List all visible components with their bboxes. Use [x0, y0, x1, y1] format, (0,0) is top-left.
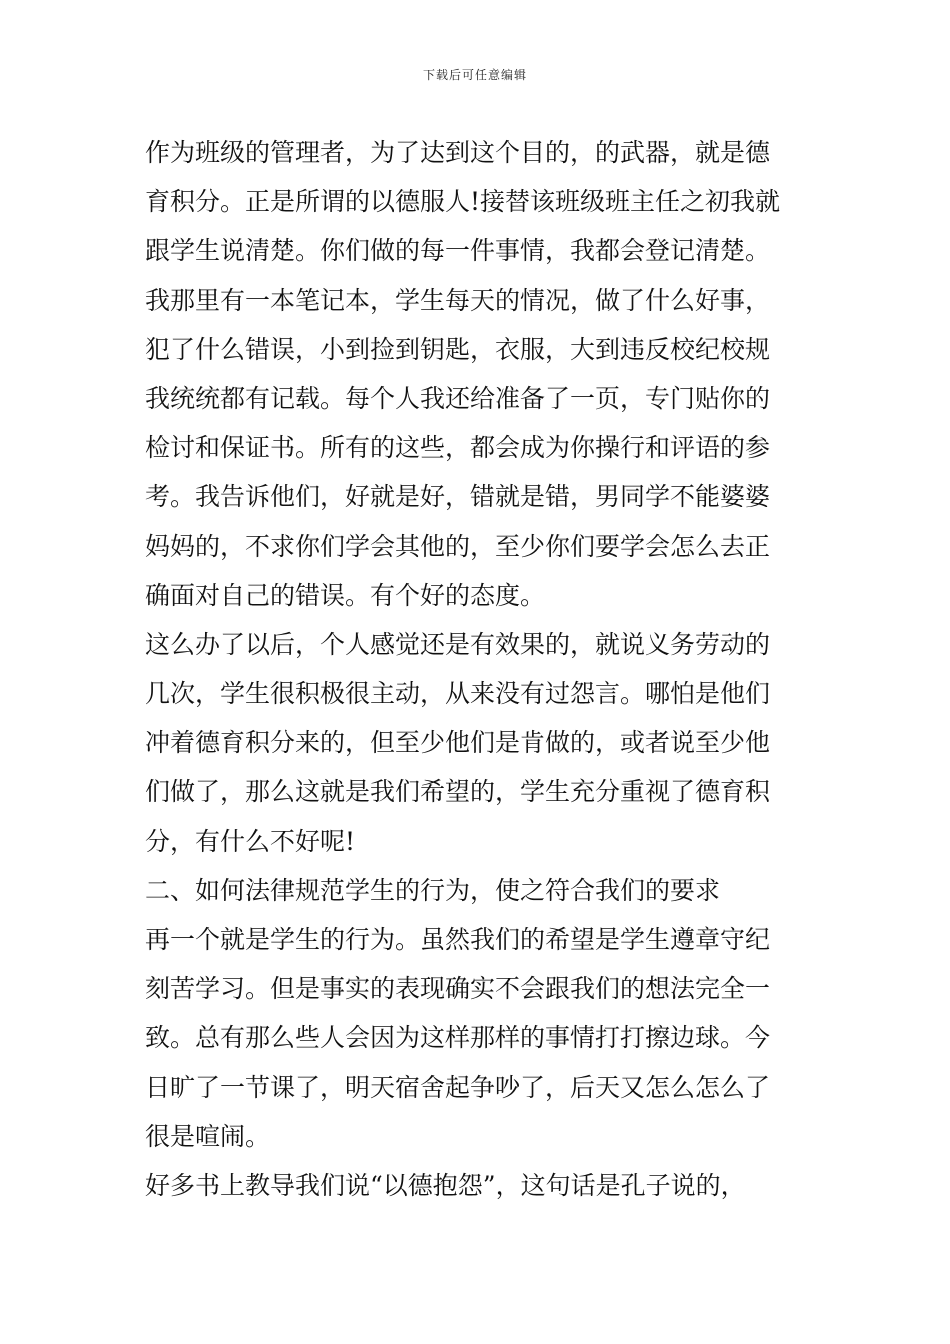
text-line: 育积分。正是所谓的以德服人!接替该班级班主任之初我就	[145, 187, 781, 217]
text-line: 们做了，那么这就是我们希望的，学生充分重视了德育积	[145, 777, 771, 807]
text-line: 冲着德育积分来的，但至少他们是肯做的，或者说至少他	[145, 728, 771, 758]
text-line: 考。我告诉他们，好就是好，错就是错，男同学不能婆婆	[145, 482, 771, 512]
text-line: 我统统都有记载。每个人我还给准备了一页，专门贴你的	[145, 383, 771, 413]
section-heading: 二、如何法律规范学生的行为，使之符合我们的要求	[145, 875, 721, 905]
text-line: 犯了什么错误，小到捡到钥匙，衣服，大到违反校纪校规	[145, 334, 771, 364]
text-line: 刻苦学习。但是事实的表现确实不会跟我们的想法完全一	[145, 974, 771, 1004]
text-line: 这么办了以后，个人感觉还是有效果的，就说义务劳动的	[145, 629, 771, 659]
text-line: 妈妈的，不求你们学会其他的，至少你们要学会怎么去正	[145, 531, 771, 561]
text-line: 再一个就是学生的行为。虽然我们的希望是学生遵章守纪	[145, 925, 771, 954]
text-line: 跟学生说清楚。你们做的每一件事情，我都会登记清楚。	[145, 236, 771, 266]
text-line: 作为班级的管理者，为了达到这个目的，的武器，就是德	[145, 138, 771, 167]
text-line: 检讨和保证书。所有的这些，都会成为你操行和评语的参	[145, 433, 771, 463]
page-header: 下载后可任意编辑	[422, 68, 527, 82]
text-line: 分，有什么不好呢!	[145, 826, 356, 856]
text-line: 致。总有那么些人会因为这样那样的事情打打擦边球。今	[145, 1023, 771, 1053]
text-line: 日旷了一节课了，明天宿舍起争吵了，后天又怎么怎么了	[145, 1072, 771, 1102]
text-line: 几次，学生很积极很主动，从来没有过怨言。哪怕是他们	[145, 679, 771, 709]
text-line: 我那里有一本笔记本，学生每天的情况，做了什么好事，	[145, 285, 771, 315]
text-line: 确面对自己的错误。有个好的态度。	[145, 580, 546, 610]
body-text	[145, 128, 810, 1210]
text-line: 很是喧闹。	[145, 1121, 271, 1151]
text-line: 好多书上教导我们说“以德抱怨”，这句话是孔子说的，	[145, 1170, 746, 1200]
